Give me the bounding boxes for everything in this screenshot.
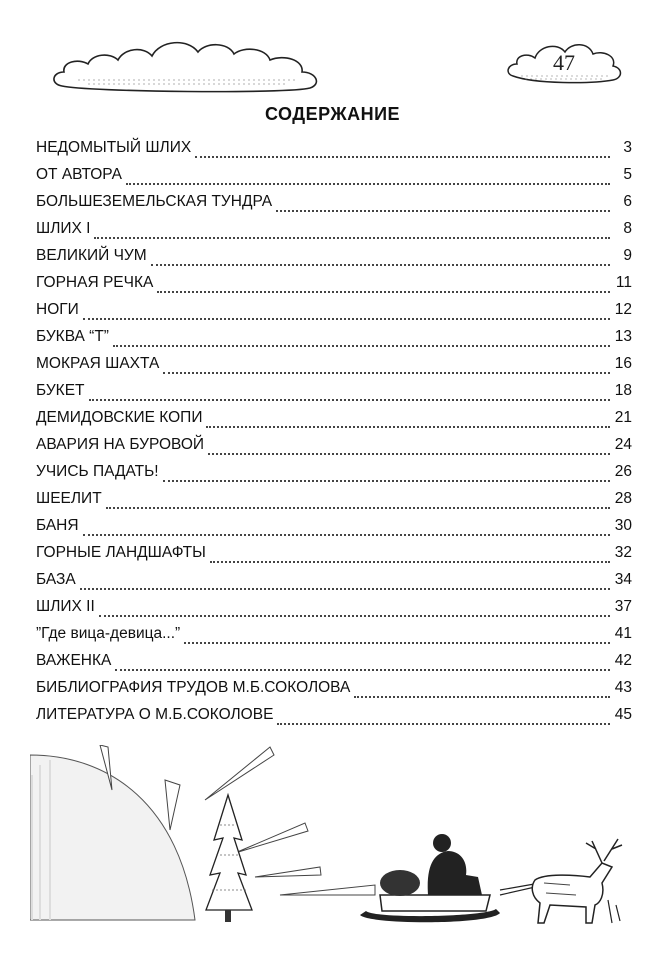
toc-entry: [36, 220, 632, 247]
toc-entry-page-number: 45: [614, 706, 632, 723]
toc-entry-page-number: 5: [623, 166, 632, 183]
toc-leader-dots: [210, 561, 610, 563]
toc-leader-dots: [277, 723, 610, 725]
toc-entry: [36, 706, 632, 733]
toc-leader-dots: [83, 318, 610, 320]
toc-leader-dots: [89, 399, 611, 401]
toc-leader-dots: [184, 642, 610, 644]
toc-entry-title: ВЕЛИКИЙ ЧУМ: [36, 247, 147, 264]
toc-entry-title: ДЕМИДОВСКИЕ КОПИ: [36, 409, 203, 426]
toc-leader-dots: [157, 291, 610, 293]
toc-entry-page-number: 42: [614, 652, 632, 669]
toc-leader-dots: [354, 696, 610, 698]
toc-entry: [36, 544, 632, 571]
toc-leader-dots: [113, 345, 610, 347]
toc-entry-title: МОКРАЯ ШАХТА: [36, 355, 160, 372]
toc-entry-page-number: 3: [623, 139, 632, 156]
toc-entry-page-number: 37: [614, 598, 632, 615]
toc-entry: [36, 274, 632, 301]
toc-entry-title: ШЛИХ I: [36, 220, 91, 237]
toc-entry-title: БУКЕТ: [36, 382, 85, 399]
toc-entry-title: УЧИСЬ ПАДАТЬ!: [36, 463, 159, 480]
toc-leader-dots: [126, 183, 610, 185]
toc-entry-title: БОЛЬШЕЗЕМЕЛЬСКАЯ ТУНДРА: [36, 193, 273, 210]
toc-leader-dots: [94, 237, 610, 239]
toc-entry-title: НОГИ: [36, 301, 79, 318]
toc-entry-page-number: 18: [614, 382, 632, 399]
toc-entry: [36, 382, 632, 409]
toc-leader-dots: [80, 588, 610, 590]
toc-entry-page-number: 21: [614, 409, 632, 426]
toc-entry: [36, 193, 632, 220]
toc-entry-page-number: 6: [623, 193, 632, 210]
toc-entry: [36, 409, 632, 436]
toc-entry-title: БУКВА “Т”: [36, 328, 109, 345]
toc-entry-page-number: 28: [614, 490, 632, 507]
page-number: 47: [553, 50, 575, 75]
toc-entry: [36, 139, 632, 166]
toc-leader-dots: [83, 534, 610, 536]
cloud-illustration-left: [48, 28, 328, 100]
toc-entry: [36, 652, 632, 679]
toc-leader-dots: [276, 210, 610, 212]
toc-entry-title: ГОРНЫЕ ЛАНДШАФТЫ: [36, 544, 206, 561]
toc-entry: [36, 679, 632, 706]
toc-entry-title: НЕДОМЫТЫЙ ШЛИХ: [36, 139, 192, 156]
toc-entry: [36, 571, 632, 598]
reindeer-sled: [360, 834, 622, 923]
toc-entry-title: ШЛИХ II: [36, 598, 95, 615]
toc-entry-title: БАЗА: [36, 571, 76, 588]
toc-entry: [36, 301, 632, 328]
toc-entry: [36, 463, 632, 490]
toc-entry-title: ОТ АВТОРА: [36, 166, 122, 183]
toc-entry: [36, 247, 632, 274]
toc-entry-page-number: 11: [615, 274, 632, 291]
toc-entry-page-number: 12: [614, 301, 632, 318]
toc-entry-page-number: 16: [614, 355, 632, 372]
toc-leader-dots: [163, 480, 610, 482]
toc-entry-page-number: 26: [614, 463, 632, 480]
toc-leader-dots: [208, 453, 610, 455]
toc-entry-title: БАНЯ: [36, 517, 79, 534]
toc-entry: [36, 490, 632, 517]
toc-entry: [36, 328, 632, 355]
toc-leader-dots: [151, 264, 610, 266]
toc-entry-page-number: 43: [614, 679, 632, 696]
toc-entry-page-number: 34: [614, 571, 632, 588]
toc-entry: [36, 517, 632, 544]
toc-leader-dots: [115, 669, 610, 671]
table-of-contents: [36, 139, 632, 733]
toc-entry-page-number: 30: [614, 517, 632, 534]
toc-entry-title: ”Где вица-девица...”: [36, 625, 181, 642]
spruce-tree: [206, 795, 252, 922]
toc-entry: [36, 166, 632, 193]
toc-entry-title: ГОРНАЯ РЕЧКА: [36, 274, 154, 291]
toc-leader-dots: [99, 615, 610, 617]
page-title: СОДЕРЖАНИЕ: [264, 104, 401, 124]
toc-entry: [36, 355, 632, 382]
toc-leader-dots: [163, 372, 610, 374]
toc-entry-page-number: 13: [614, 328, 632, 345]
toc-leader-dots: [206, 426, 610, 428]
toc-entry-title: ШЕЕЛИТ: [36, 490, 102, 507]
tundra-illustration: [30, 745, 635, 935]
toc-entry-title: ЛИТЕРАТУРА О М.Б.СОКОЛОВЕ: [36, 706, 274, 723]
toc-entry-title: ВАЖЕНКА: [36, 652, 112, 669]
toc-entry: [36, 436, 632, 463]
toc-entry-page-number: 9: [623, 247, 632, 264]
toc-entry-title: АВАРИЯ НА БУРОВОЙ: [36, 436, 205, 453]
toc-entry-page-number: 32: [614, 544, 632, 561]
toc-entry: [36, 598, 632, 625]
toc-entry-page-number: 24: [614, 436, 632, 453]
toc-entry-page-number: 8: [623, 220, 632, 237]
toc-leader-dots: [195, 156, 610, 158]
toc-entry-page-number: 41: [614, 625, 632, 642]
toc-entry-title: БИБЛИОГРАФИЯ ТРУДОВ М.Б.СОКОЛОВА: [36, 679, 351, 696]
toc-entry: [36, 625, 632, 652]
toc-leader-dots: [106, 507, 610, 509]
